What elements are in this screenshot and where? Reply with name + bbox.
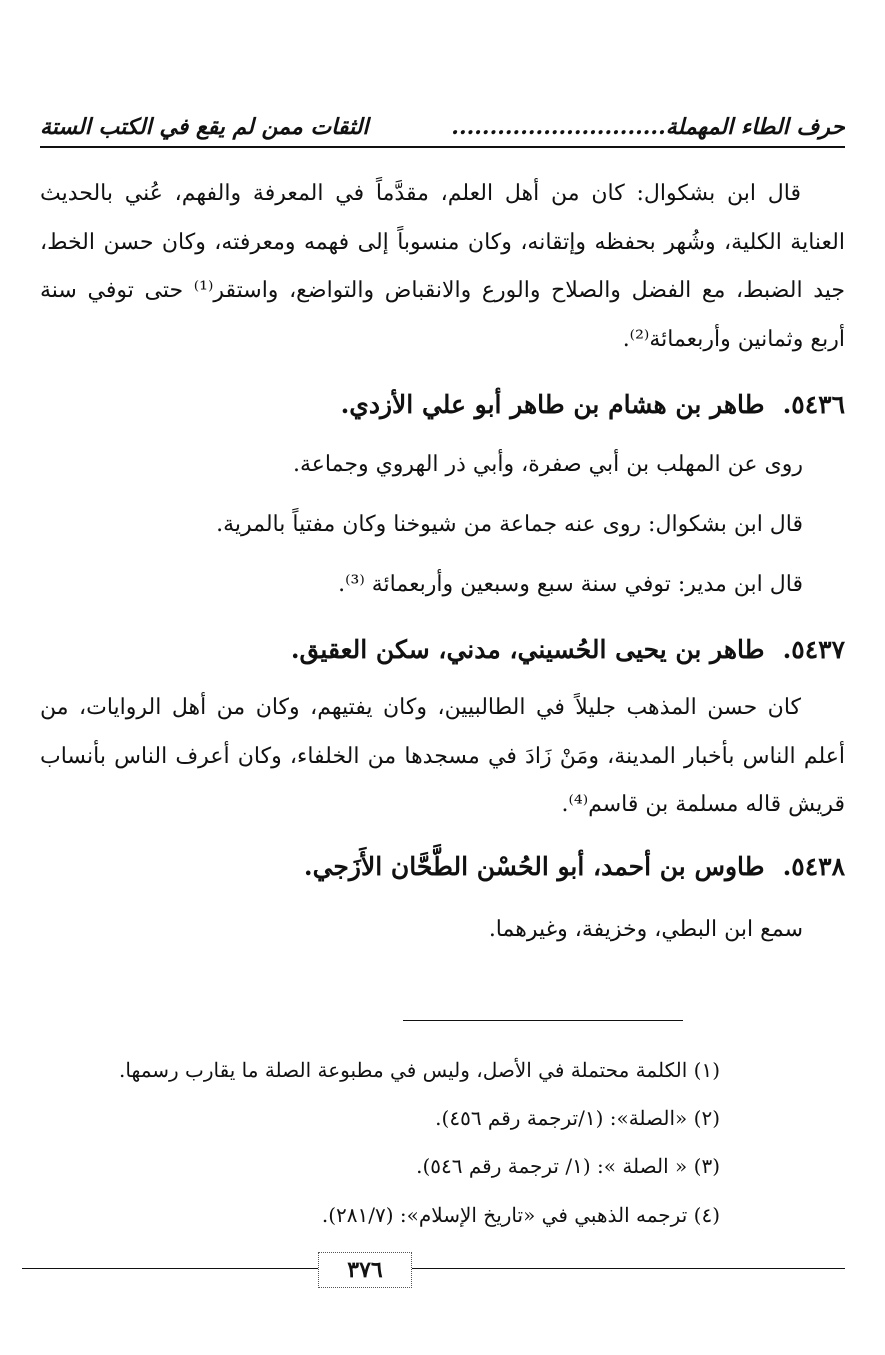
header-chapter-title bbox=[451, 114, 845, 140]
entry-title-5438 bbox=[40, 845, 845, 889]
entry-number: ٥٤٣٧. bbox=[782, 635, 845, 664]
footnote-4: (٤) ترجمه الذهبي في «تاريخ الإسلام»: (٢٨١/٧). bbox=[321, 1203, 720, 1227]
entry-name: طاهر بن هشام بن طاهر أبو علي الأزدي. bbox=[340, 390, 765, 419]
header-divider bbox=[40, 146, 845, 148]
entry-title-5436 bbox=[40, 383, 845, 427]
footnote-1: (١) الكلمة محتملة في الأصل، وليس في مطبوعة الصلة ما يقارب رسمها. bbox=[119, 1058, 720, 1082]
footnote-2: (٢) «الصلة»: (١/ترجمة رقم ٤٥٦). bbox=[435, 1106, 720, 1130]
entry-5436-line-1: روى عن المهلب بن أبي صفرة، وأبي ذر الهروي وجماعة. bbox=[293, 452, 803, 477]
paragraph-ibn-bashkuwal: قال ابن بشكوال: كان من أهل العلم، مقدَّماً في المعرفة والفهم، عُني بالحديث العناية الكلية، وشُهر بحفظه وإتقانه، وكان منسوباً إلى فهمه ومعرفته، وكان حسن الخط، جيد الضبط، مع الفضل والصلاح والورع والانقباض والتواضع، واستقر⁽¹⁾ حتى توفي سنة أربع وثمانين وأربعمائة⁽²⁾. bbox=[40, 181, 845, 352]
header-chapter-text: حرف الطاء المهملة bbox=[665, 114, 845, 140]
footer-rule bbox=[22, 1268, 845, 1269]
entry-5437-text: كان حسن المذهب جليلاً في الطالبيين، وكان يفتيهم، وكان من أهل الروايات، من أعلم الناس بأخبار المدينة، ومَنْ زَادَ في مسجدها من الخلفاء، وكان أعرف الناس بأنساب قريش قاله مسلمة بن قاسم⁽⁴⁾. bbox=[40, 695, 845, 817]
running-header bbox=[40, 108, 845, 146]
page-number: ٣٧٦ bbox=[318, 1252, 412, 1288]
footnote-3: (٣) « الصلة »: (١/ ترجمة رقم ٥٤٦). bbox=[416, 1154, 720, 1178]
entry-title-5437 bbox=[40, 628, 845, 672]
entry-name: طاهر بن يحيى الحُسيني، مدني، سكن العقيق. bbox=[290, 635, 765, 664]
entry-number: ٥٤٣٨. bbox=[782, 852, 845, 881]
entry-5436-line-2: قال ابن بشكوال: روى عنه جماعة من شيوخنا وكان مفتياً بالمرية. bbox=[216, 512, 803, 537]
entry-5438-line-1: سمع ابن البطي، وخزيفة، وغيرهما. bbox=[488, 917, 803, 942]
header-dots: ............................ bbox=[451, 114, 666, 140]
entry-5436-line-3: قال ابن مدير: توفي سنة سبع وسبعين وأربعمائة ⁽³⁾. bbox=[338, 572, 803, 597]
entry-number: ٥٤٣٦. bbox=[782, 390, 845, 419]
entry-name: طاوس بن أحمد، أبو الحُسْن الطَّحَّان الأَزَجي. bbox=[303, 852, 765, 881]
header-book-title: الثقات ممن لم يقع في الكتب الستة bbox=[40, 114, 369, 140]
footnote-divider bbox=[403, 1020, 683, 1021]
